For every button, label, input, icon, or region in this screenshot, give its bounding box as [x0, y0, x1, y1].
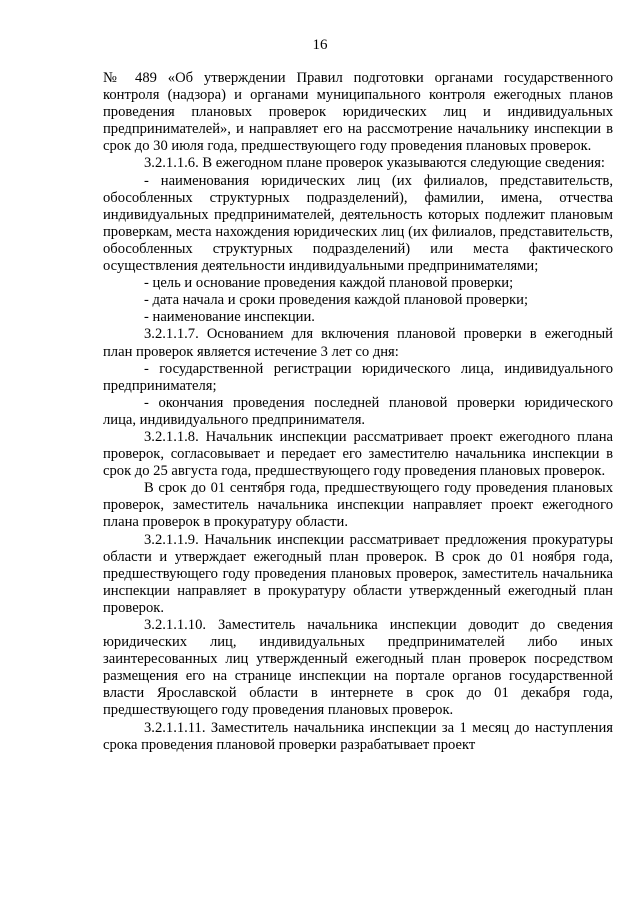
paragraph-continuation: № 489 «Об утверждении Правил подготовки органами государственного контроля (надзора) и органами муниципального контроля ежегодных планов проведения плановых проверок юридических лиц и индивидуальных предпринимателей», и направляет его на рассмотрение начальнику инспекции в срок до 30 июля года, предшествующего году проведения плановых проверок.	[103, 70, 613, 155]
page-number: 16	[312, 37, 328, 53]
paragraph-3-2-1-1-7: 3.2.1.1.7. Основанием для включения плановой проверки в ежегодный план проверок является истечение 3 лет со дня:	[103, 326, 613, 360]
paragraph-september-deadline: В срок до 01 сентября года, предшествующего году проведения плановых проверок, заместитель начальника инспекции направляет проект ежегодного плана проверок в прокуратуру области.	[103, 480, 613, 531]
paragraph-3-2-1-1-11: 3.2.1.1.11. Заместитель начальника инспекции за 1 месяц до наступления срока проведения плановой проверки разрабатывает проект	[103, 719, 613, 753]
list-item-dates: - дата начала и сроки проведения каждой плановой проверки;	[144, 292, 528, 309]
body-text	[103, 70, 613, 754]
paragraph-3-2-1-1-8: 3.2.1.1.8. Начальник инспекции рассматривает проект ежегодного плана проверок, согласовывает и передает его заместителю начальника инспекции в срок до 25 августа года, предшествующего году проведения плановых проверок.	[103, 428, 613, 480]
paragraph-3-2-1-1-6: 3.2.1.1.6. В ежегодном плане проверок указываются следующие сведения:	[144, 155, 605, 172]
list-item-last-inspection: - окончания проведения последней плановой проверки юридического лица, индивидуального предпринимателя.	[103, 394, 613, 428]
paragraph-3-2-1-1-9: 3.2.1.1.9. Начальник инспекции рассматривает предложения прокуратуры области и утверждает ежегодный план проверок. В срок до 01 ноября года, предшествующего году проведения плановых проверок, заместитель начальника инспекции направляет в прокуратуру области утвержденный ежегодный план проверок.	[103, 531, 613, 616]
list-item-purpose: - цель и основание проведения каждой плановой проверки;	[144, 275, 514, 292]
list-item-names: - наименования юридических лиц (их филиалов, представительств, обособленных структурных подразделений), фамилии, имена, отчества индивидуальных предпринимателей, деятельность которых подлежит плановым проверкам, места нахождения юридических лиц (их филиалов, представительств, обособленных структурных подразделений) или места фактического осуществления деятельности индивидуальными предпринимателями;	[103, 172, 613, 275]
paragraph-3-2-1-1-10: 3.2.1.1.10. Заместитель начальника инспекции доводит до сведения юридических лиц, индивидуальных предпринимателей либо иных заинтересованных лиц утвержденный ежегодный план проверок посредством размещения его на странице инспекции на портале органов государственной власти Ярославской области в интернете в срок до 01 декабря года, предшествующего году проведения плановых проверок.	[103, 617, 613, 719]
list-item-registration: - государственной регистрации юридического лица, индивидуального предпринимателя;	[103, 360, 613, 394]
list-item-inspection-name: - наименование инспекции.	[144, 309, 315, 326]
